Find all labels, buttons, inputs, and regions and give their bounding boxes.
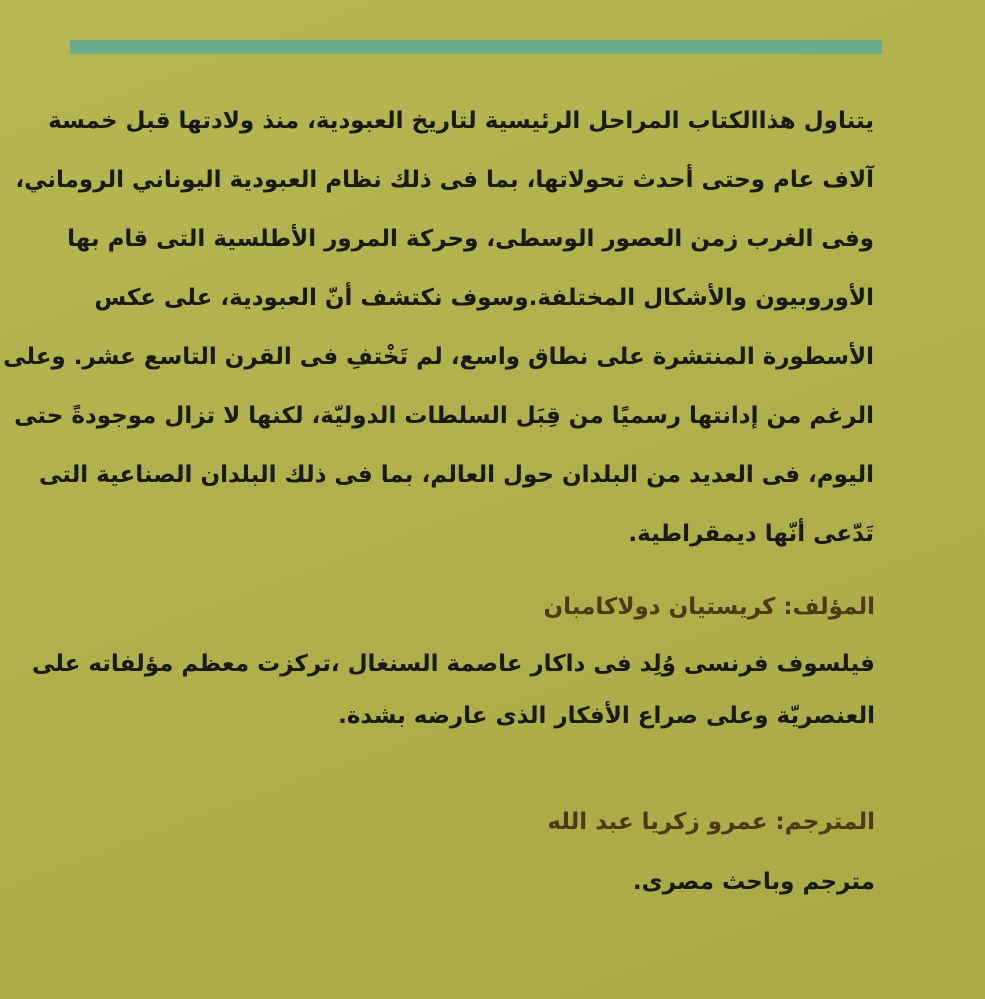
description-line: تَدّعى أنّها ديمقراطية.	[628, 521, 874, 547]
description-line: آلاف عام وحتى أحدث تحولاتها، بما فى ذلك نظام العبودية اليوناني الروماني،	[15, 167, 874, 193]
top-accent-bar	[70, 40, 882, 54]
description-line: الرغم من إدانتها رسميًا من قِبَل السلطات الدوليّة، لكنها لا تزال موجودةً حتى	[14, 403, 874, 429]
translator-label: المترجم:	[775, 809, 875, 835]
description-line: الأسطورة المنتشرة على نطاق واسع، لم تَخْتفِ فى القرن التاسع عشر. وعلى	[3, 344, 874, 370]
description-line: الأوروبيون والأشكال المختلفة.وسوف نكتشف أنّ العبودية، على عكس	[94, 285, 874, 311]
translator-bio-line: مترجم وباحث مصرى.	[632, 869, 875, 895]
translator-bio	[63, 856, 875, 908]
author-bio-line: العنصريّة وعلى صراع الأفكار الذى عارضه بشدة.	[338, 703, 875, 729]
description-line: اليوم، فى العديد من البلدان حول العالم، بما فى ذلك البلدان الصناعية التى	[39, 462, 874, 488]
author-bio	[31, 638, 875, 742]
book-description	[3, 92, 874, 564]
author-heading	[543, 589, 875, 625]
author-name: كريستيان دولاكامبان	[543, 594, 776, 620]
author-bio-line: فيلسوف فرنسى وُلِد فى داكار عاصمة السنغال ،تركزت معظم مؤلفاته على	[31, 651, 875, 677]
description-line: وفى الغرب زمن العصور الوسطى، وحركة المرور الأطلسية التى قام بها	[67, 226, 874, 252]
translator-heading	[547, 804, 875, 840]
translator-name: عمرو زكريا عبد الله	[547, 809, 768, 835]
description-line: يتناول هذاالكتاب المراحل الرئيسية لتاريخ العبودية، منذ ولادتها قبل خمسة	[48, 108, 874, 134]
author-label: المؤلف:	[783, 594, 875, 620]
